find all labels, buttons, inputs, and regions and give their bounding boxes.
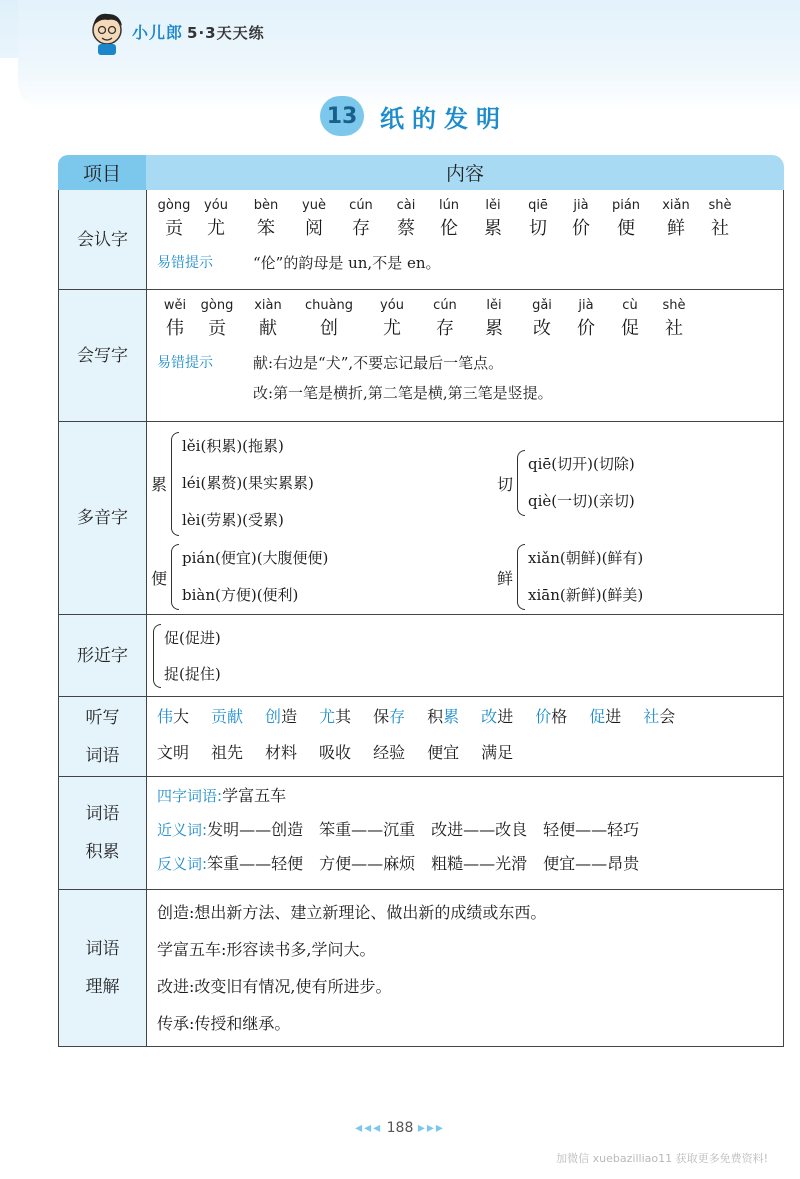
pinyin: lún bbox=[438, 198, 460, 213]
dictation-word bbox=[319, 707, 351, 726]
pinyin: chuàng bbox=[304, 298, 354, 313]
pinyin: jià bbox=[573, 198, 589, 213]
char-cell bbox=[337, 196, 385, 242]
dictation-word: 吸收 bbox=[319, 743, 352, 762]
row-label: 多音字 bbox=[59, 422, 147, 614]
dictation-word: 文明 bbox=[157, 743, 190, 762]
hanzi: 切 bbox=[529, 218, 547, 239]
word-part: 保 bbox=[373, 707, 390, 726]
table-header bbox=[58, 155, 784, 190]
tip-text: 献:右边是“犬”,不要忘记最后一笔点。 bbox=[253, 354, 504, 372]
poly-line: xiān(新鲜)(鲜美) bbox=[528, 586, 644, 604]
word-part: 伟 bbox=[157, 707, 174, 726]
word-part: 存 bbox=[389, 707, 406, 726]
hanzi: 累 bbox=[484, 218, 502, 239]
word-part: 创 bbox=[265, 707, 282, 726]
brand-name: 小儿郎 bbox=[132, 23, 184, 42]
poly-char: 切 bbox=[497, 474, 514, 494]
word-part: 造 bbox=[281, 707, 298, 726]
page-number-value: 188 bbox=[386, 1120, 414, 1136]
hanzi: 阅 bbox=[305, 218, 323, 239]
row-recognize bbox=[58, 190, 784, 290]
synonym-label: 近义词: bbox=[157, 821, 208, 839]
row-content bbox=[147, 422, 783, 612]
char-cell bbox=[607, 296, 653, 342]
hanzi: 尤 bbox=[383, 318, 401, 339]
poly-line: lèi(劳累)(受累) bbox=[182, 511, 284, 529]
page-number bbox=[0, 1120, 800, 1136]
tip-line bbox=[157, 348, 773, 378]
label-line: 理解 bbox=[85, 977, 120, 997]
pinyin: gòng bbox=[200, 298, 234, 313]
word-part: 其 bbox=[335, 707, 352, 726]
row-label bbox=[59, 890, 147, 1046]
word-part: 进 bbox=[605, 707, 622, 726]
pinyin: lěi bbox=[486, 298, 502, 313]
similar-line: 捉(捉住) bbox=[164, 664, 221, 683]
tip-label: 易错提示 bbox=[157, 255, 213, 271]
word-part: 尤 bbox=[319, 707, 336, 726]
row-dictation bbox=[58, 697, 784, 777]
char-cell bbox=[469, 296, 519, 342]
word-part: 促 bbox=[589, 707, 606, 726]
hanzi: 献 bbox=[259, 318, 277, 339]
left-arrows-icon: ◂◂◂ bbox=[355, 1120, 383, 1136]
label-line: 积累 bbox=[85, 842, 120, 862]
row-understand bbox=[58, 890, 784, 1047]
series-name: 5·3天天练 bbox=[187, 24, 265, 42]
tip-text: 改:第一笔是横折,第二笔是横,第三笔是竖提。 bbox=[253, 384, 553, 402]
header-item: 项目 bbox=[58, 155, 146, 190]
dictation-word: 便宜 bbox=[427, 743, 460, 762]
polyphone-bian bbox=[151, 540, 328, 614]
poly-char: 鲜 bbox=[497, 568, 514, 588]
char-cell bbox=[241, 296, 295, 342]
row-content bbox=[147, 697, 783, 776]
pinyin-grid bbox=[157, 296, 773, 342]
word-part: 进 bbox=[497, 707, 514, 726]
synonym-line bbox=[157, 813, 773, 847]
pinyin: lěi bbox=[485, 198, 501, 213]
tip-line bbox=[157, 248, 773, 278]
pinyin: yóu bbox=[204, 198, 228, 213]
char-cell bbox=[241, 196, 291, 242]
char-cell bbox=[565, 296, 607, 342]
word-part: 积 bbox=[427, 707, 444, 726]
synonym-value: 发明——创造 笨重——沉重 改进——改良 轻便——轻巧 bbox=[207, 820, 640, 839]
antonym-line bbox=[157, 847, 773, 881]
hanzi: 价 bbox=[572, 218, 590, 239]
label-line: 词语 bbox=[85, 745, 120, 766]
pinyin: cài bbox=[396, 198, 416, 213]
four-char-value: 学富五车 bbox=[222, 786, 287, 805]
pinyin: shè bbox=[662, 298, 686, 313]
hanzi: 伦 bbox=[440, 218, 458, 239]
pinyin: yóu bbox=[380, 298, 404, 313]
dictation-word bbox=[265, 707, 297, 726]
dictation-word bbox=[211, 707, 243, 726]
footer-note: 加微信 xuebazilliao11 获取更多免费资料! bbox=[556, 1152, 768, 1165]
hanzi: 促 bbox=[621, 318, 639, 339]
hanzi: 累 bbox=[485, 318, 503, 339]
row-label bbox=[59, 697, 147, 776]
header-content: 内容 bbox=[146, 155, 784, 190]
dictation-word bbox=[373, 707, 405, 726]
hanzi: 蔡 bbox=[397, 218, 415, 239]
four-char-line bbox=[157, 779, 773, 813]
row-similar bbox=[58, 615, 784, 697]
poly-line: pián(便宜)(大腹便便) bbox=[182, 549, 329, 567]
polyphone-xian bbox=[497, 540, 643, 614]
polyphone-lei bbox=[151, 428, 314, 539]
char-cell bbox=[193, 296, 241, 342]
dictation-word bbox=[535, 707, 567, 726]
right-arrows-icon: ▸▸▸ bbox=[417, 1120, 445, 1136]
hanzi: 存 bbox=[352, 218, 370, 239]
label-line: 词语 bbox=[85, 804, 120, 824]
char-cell bbox=[653, 296, 695, 342]
hanzi: 存 bbox=[436, 318, 454, 339]
hanzi: 伟 bbox=[166, 318, 184, 339]
lesson-name: 纸的发明 bbox=[380, 104, 508, 133]
dictation-word: 经验 bbox=[373, 743, 406, 762]
similar-line: 促(促进) bbox=[164, 628, 221, 647]
pinyin: pián bbox=[611, 198, 641, 213]
char-cell bbox=[651, 196, 701, 242]
row-label: 会写字 bbox=[59, 290, 147, 421]
row-content bbox=[147, 890, 783, 1046]
hanzi: 社 bbox=[711, 218, 729, 239]
brace-icon bbox=[171, 432, 179, 536]
poly-char: 便 bbox=[151, 568, 168, 588]
definition-line: 创造:想出新方法、建立新理论、做出新的成绩或东西。 bbox=[157, 903, 547, 922]
label-line: 词语 bbox=[85, 939, 120, 959]
dictation-word: 满足 bbox=[481, 743, 514, 762]
poly-char: 累 bbox=[151, 475, 168, 494]
dictation-row bbox=[157, 699, 773, 735]
char-cell bbox=[363, 296, 421, 342]
pinyin: cún bbox=[433, 298, 457, 313]
word-part: 会 bbox=[659, 707, 676, 726]
brace-icon bbox=[517, 544, 525, 610]
pinyin: xiǎn bbox=[662, 198, 690, 213]
four-char-label: 四字词语: bbox=[157, 787, 223, 805]
definition-line: 传承:传授和继承。 bbox=[157, 1014, 291, 1033]
tip-text: “伦”的韵母是 un,不是 en。 bbox=[253, 254, 441, 272]
antonym-value: 笨重——轻便 方便——麻烦 粗糙——光滑 便宜——昂贵 bbox=[207, 854, 640, 873]
char-cell bbox=[561, 196, 601, 242]
word-part: 贡献 bbox=[211, 707, 244, 726]
dictation-word bbox=[643, 707, 675, 726]
char-cell bbox=[291, 196, 337, 242]
dictation-word bbox=[157, 707, 189, 726]
dictation-word bbox=[481, 707, 513, 726]
row-content bbox=[147, 290, 783, 421]
pinyin: jià bbox=[578, 298, 594, 313]
lesson-title bbox=[320, 96, 508, 136]
char-cell bbox=[471, 196, 515, 242]
char-cell bbox=[191, 196, 241, 242]
hanzi: 贡 bbox=[165, 218, 183, 239]
row-content bbox=[147, 190, 783, 289]
char-cell bbox=[519, 296, 565, 342]
row-label bbox=[59, 777, 147, 889]
row-label: 形近字 bbox=[59, 615, 147, 696]
char-cell bbox=[157, 196, 191, 242]
hanzi: 价 bbox=[577, 318, 595, 339]
dictation-row bbox=[157, 735, 773, 771]
pinyin: shè bbox=[708, 198, 732, 213]
brace-icon bbox=[517, 450, 525, 516]
poly-line: lěi(积累)(拖累) bbox=[182, 437, 284, 455]
row-content bbox=[147, 777, 783, 889]
brace-icon bbox=[171, 544, 179, 610]
word-part: 累 bbox=[443, 707, 460, 726]
pinyin: gòng bbox=[157, 198, 191, 213]
poly-line: biàn(方便)(便利) bbox=[182, 586, 299, 604]
brand-title bbox=[132, 20, 265, 43]
hanzi: 创 bbox=[320, 318, 338, 339]
word-part: 格 bbox=[551, 707, 568, 726]
pinyin: wěi bbox=[163, 298, 187, 313]
dictation-word: 祖先 bbox=[211, 743, 244, 762]
pinyin-grid bbox=[157, 196, 773, 242]
study-table bbox=[58, 155, 784, 1047]
polyphone-qie bbox=[497, 446, 635, 520]
hanzi: 社 bbox=[665, 318, 683, 339]
row-content bbox=[147, 615, 783, 696]
dictation-word bbox=[589, 707, 621, 726]
hanzi: 笨 bbox=[257, 218, 275, 239]
char-cell bbox=[515, 196, 561, 242]
dictation-word: 材料 bbox=[265, 743, 298, 762]
word-part: 社 bbox=[643, 707, 660, 726]
definition-line: 学富五车:形容读书多,学问大。 bbox=[157, 940, 376, 959]
row-polyphone bbox=[58, 422, 784, 615]
pinyin: yuè bbox=[302, 198, 326, 213]
tip-line bbox=[157, 378, 773, 408]
lesson-number: 13 bbox=[320, 96, 364, 136]
char-cell bbox=[385, 196, 427, 242]
word-part: 价 bbox=[535, 707, 552, 726]
hanzi: 鲜 bbox=[667, 218, 685, 239]
pinyin: qiē bbox=[528, 198, 548, 213]
hanzi: 贡 bbox=[208, 318, 226, 339]
poly-line: xiǎn(朝鲜)(鲜有) bbox=[528, 549, 644, 567]
label-line: 听写 bbox=[85, 707, 120, 728]
char-cell bbox=[701, 196, 739, 242]
char-cell bbox=[601, 196, 651, 242]
char-cell bbox=[427, 196, 471, 242]
pinyin: xiàn bbox=[254, 298, 282, 313]
hanzi: 改 bbox=[533, 318, 551, 339]
poly-line: léi(累赘)(果实累累) bbox=[182, 474, 314, 492]
row-write bbox=[58, 290, 784, 422]
hanzi: 尤 bbox=[207, 218, 225, 239]
dictation-word bbox=[427, 707, 459, 726]
poly-line: qiē(切开)(切除) bbox=[528, 455, 635, 473]
word-part: 改 bbox=[481, 707, 498, 726]
row-accumulate bbox=[58, 777, 784, 890]
brace-icon bbox=[153, 624, 161, 688]
char-cell bbox=[157, 296, 193, 342]
pinyin: gǎi bbox=[532, 298, 552, 313]
definition-line: 改进:改变旧有情况,使有所进步。 bbox=[157, 977, 392, 996]
antonym-label: 反义词: bbox=[157, 855, 208, 873]
row-label: 会认字 bbox=[59, 190, 147, 289]
pinyin: cún bbox=[349, 198, 373, 213]
tip-label: 易错提示 bbox=[157, 355, 213, 371]
hanzi: 便 bbox=[617, 218, 635, 239]
char-cell bbox=[295, 296, 363, 342]
poly-line: qiè(一切)(亲切) bbox=[528, 492, 635, 510]
pinyin: cù bbox=[622, 298, 638, 313]
pinyin: bèn bbox=[253, 198, 279, 213]
char-cell bbox=[421, 296, 469, 342]
boy-mascot-icon bbox=[86, 10, 128, 56]
word-part: 大 bbox=[173, 707, 190, 726]
